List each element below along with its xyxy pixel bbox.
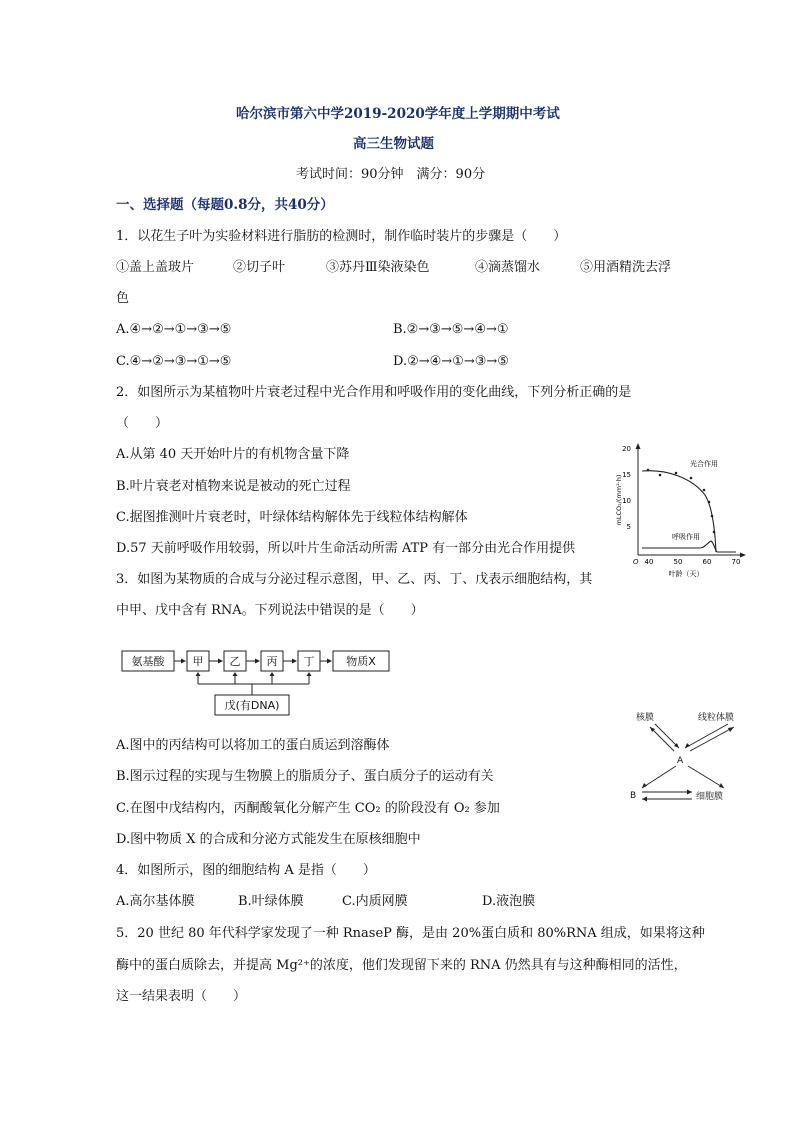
data-point xyxy=(690,477,693,480)
question-1-stem: 1．以花生子叶为实验材料进行脂肪的检测时，制作临时装片的步骤是（ ） xyxy=(116,229,567,244)
question-2-stem-wrap: （ ） xyxy=(116,416,169,431)
q3-option-a[interactable]: A.图中的丙结构可以将加工的蛋白质运到溶酶体 xyxy=(116,738,390,753)
secretion-flow-diagram xyxy=(118,648,398,718)
flow-bing: 丙 xyxy=(266,655,278,668)
q2-option-c[interactable]: C.据图推测叶片衰老时，叶绿体结构解体先于线粒体结构解体 xyxy=(116,510,468,525)
x-tick-60: 60 xyxy=(702,558,712,566)
q1-option-a[interactable]: A.④→②→①→③→⑤ xyxy=(116,322,232,337)
nucleus-membrane-label: 核膜 xyxy=(636,713,655,723)
origin-label: O xyxy=(633,558,639,566)
flow-amino-acid: 氨基酸 xyxy=(131,655,165,668)
q1-step-2: ②切子叶 xyxy=(233,260,286,275)
q1-step-5: ⑤用酒精洗去浮 xyxy=(580,260,672,275)
y-tick-5: 5 xyxy=(626,523,631,531)
q4-option-b[interactable]: B.叶绿体膜 xyxy=(238,894,304,909)
data-point xyxy=(708,501,711,504)
photosynthesis-label: 光合作用 xyxy=(690,460,718,468)
x-tick-50: 50 xyxy=(673,558,683,566)
flow-substance-x: 物质X xyxy=(346,655,376,668)
membrane-conversion-diagram xyxy=(624,708,764,808)
q1-option-b[interactable]: B.②→③→⑤→④→① xyxy=(393,322,509,337)
question-2-stem: 2．如图所示为某植物叶片衰老过程中光合作用和呼吸作用的变化曲线，下列分析正确的是 xyxy=(116,385,632,400)
exam-info: 考试时间：90分钟 满分：90分 xyxy=(296,167,486,182)
data-point xyxy=(711,515,714,518)
question-4-stem: 4．如图所示，图的细胞结构 A 是指（ ） xyxy=(116,863,376,878)
q1-step-4: ④滴蒸馏水 xyxy=(475,260,541,275)
q4-option-d[interactable]: D.液泡膜 xyxy=(482,894,536,909)
q2-option-a[interactable]: A.从第 40 天开始叶片的有机物含量下降 xyxy=(116,447,350,462)
q3-option-d[interactable]: D.图中物质 X 的合成和分泌方式能发生在原核细胞中 xyxy=(116,832,421,847)
respiration-label: 呼吸作用 xyxy=(672,533,700,541)
q3-option-b[interactable]: B.图示过程的实现与生物膜上的脂质分子、蛋白质分子的运动有关 xyxy=(116,769,494,784)
flow-ding: 丁 xyxy=(303,655,315,668)
q4-option-a[interactable]: A.高尔基体膜 xyxy=(116,894,195,909)
respiration-curve xyxy=(642,541,736,552)
q2-option-d[interactable]: D.57 天前呼吸作用较弱，所以叶片生命活动所需 ATP 有一部分由光合作用提供 xyxy=(116,541,576,556)
data-point xyxy=(703,489,706,492)
question-5-line-1: 5．20 世纪 80 年代科学家发现了一种 RnaseP 酶，是由 20%蛋白质和 80%RNA 组成，如果将这种 xyxy=(116,926,705,941)
school-title: 哈尔滨市第六中学2019-2020学年度上学期期中考试 xyxy=(236,106,560,122)
question-3-stem-wrap: 中甲、戊中含有 RNA。下列说法中错误的是（ ） xyxy=(116,603,424,618)
data-point xyxy=(675,472,678,475)
q4-option-c[interactable]: C.内质网膜 xyxy=(342,894,408,909)
y-axis-label: mLCO₂/(mm²·h) xyxy=(615,474,623,526)
data-point xyxy=(713,531,716,534)
leaf-aging-graph xyxy=(612,440,752,580)
x-axis-label: 叶龄（天） xyxy=(668,570,704,578)
section-heading: 一、选择题（每题0.8分，共40分） xyxy=(116,197,334,213)
q2-option-b[interactable]: B.叶片衰老对植物来说是被动的死亡过程 xyxy=(116,479,351,494)
flow-jia: 甲 xyxy=(192,655,204,668)
mito-membrane-label: 线粒体膜 xyxy=(698,713,735,723)
q1-step-1: ①盖上盖玻片 xyxy=(116,260,195,275)
q1-step-3: ③苏丹Ⅲ染液染色 xyxy=(326,260,430,275)
structure-a-label: A xyxy=(677,756,684,766)
y-tick-10: 10 xyxy=(622,497,631,505)
question-3-stem: 3．如图为某物质的合成与分泌过程示意图，甲、乙、丙、丁、戊表示细胞结构，其 xyxy=(116,572,593,587)
structure-b-label: B xyxy=(630,791,637,801)
question-5-line-3: 这一结果表明（ ） xyxy=(116,989,247,1004)
q1-step-5-wrap: 色 xyxy=(116,291,130,306)
question-5-line-2: 酶中的蛋白质除去，并提高 Mg²⁺的浓度，他们发现留下来的 RNA 仍然具有与这种酶相同的活性， xyxy=(116,958,687,973)
data-point xyxy=(647,469,650,472)
q3-option-c[interactable]: C.在图中戊结构内，丙酮酸氧化分解产生 CO₂ 的阶段没有 O₂ 参加 xyxy=(116,801,500,816)
q1-option-c[interactable]: C.④→②→③→①→⑤ xyxy=(116,354,232,369)
x-tick-70: 70 xyxy=(731,558,741,566)
flow-wu: 戊(有DNA) xyxy=(224,699,280,712)
y-tick-20: 20 xyxy=(622,445,631,453)
cell-membrane-label: 细胞膜 xyxy=(696,792,724,802)
flow-yi: 乙 xyxy=(229,655,241,668)
q1-option-d[interactable]: D.②→④→①→③→⑤ xyxy=(393,354,509,369)
subject-title: 高三生物试题 xyxy=(353,136,434,152)
data-point xyxy=(659,474,662,477)
y-tick-15: 15 xyxy=(622,471,631,479)
x-tick-40: 40 xyxy=(644,558,654,566)
